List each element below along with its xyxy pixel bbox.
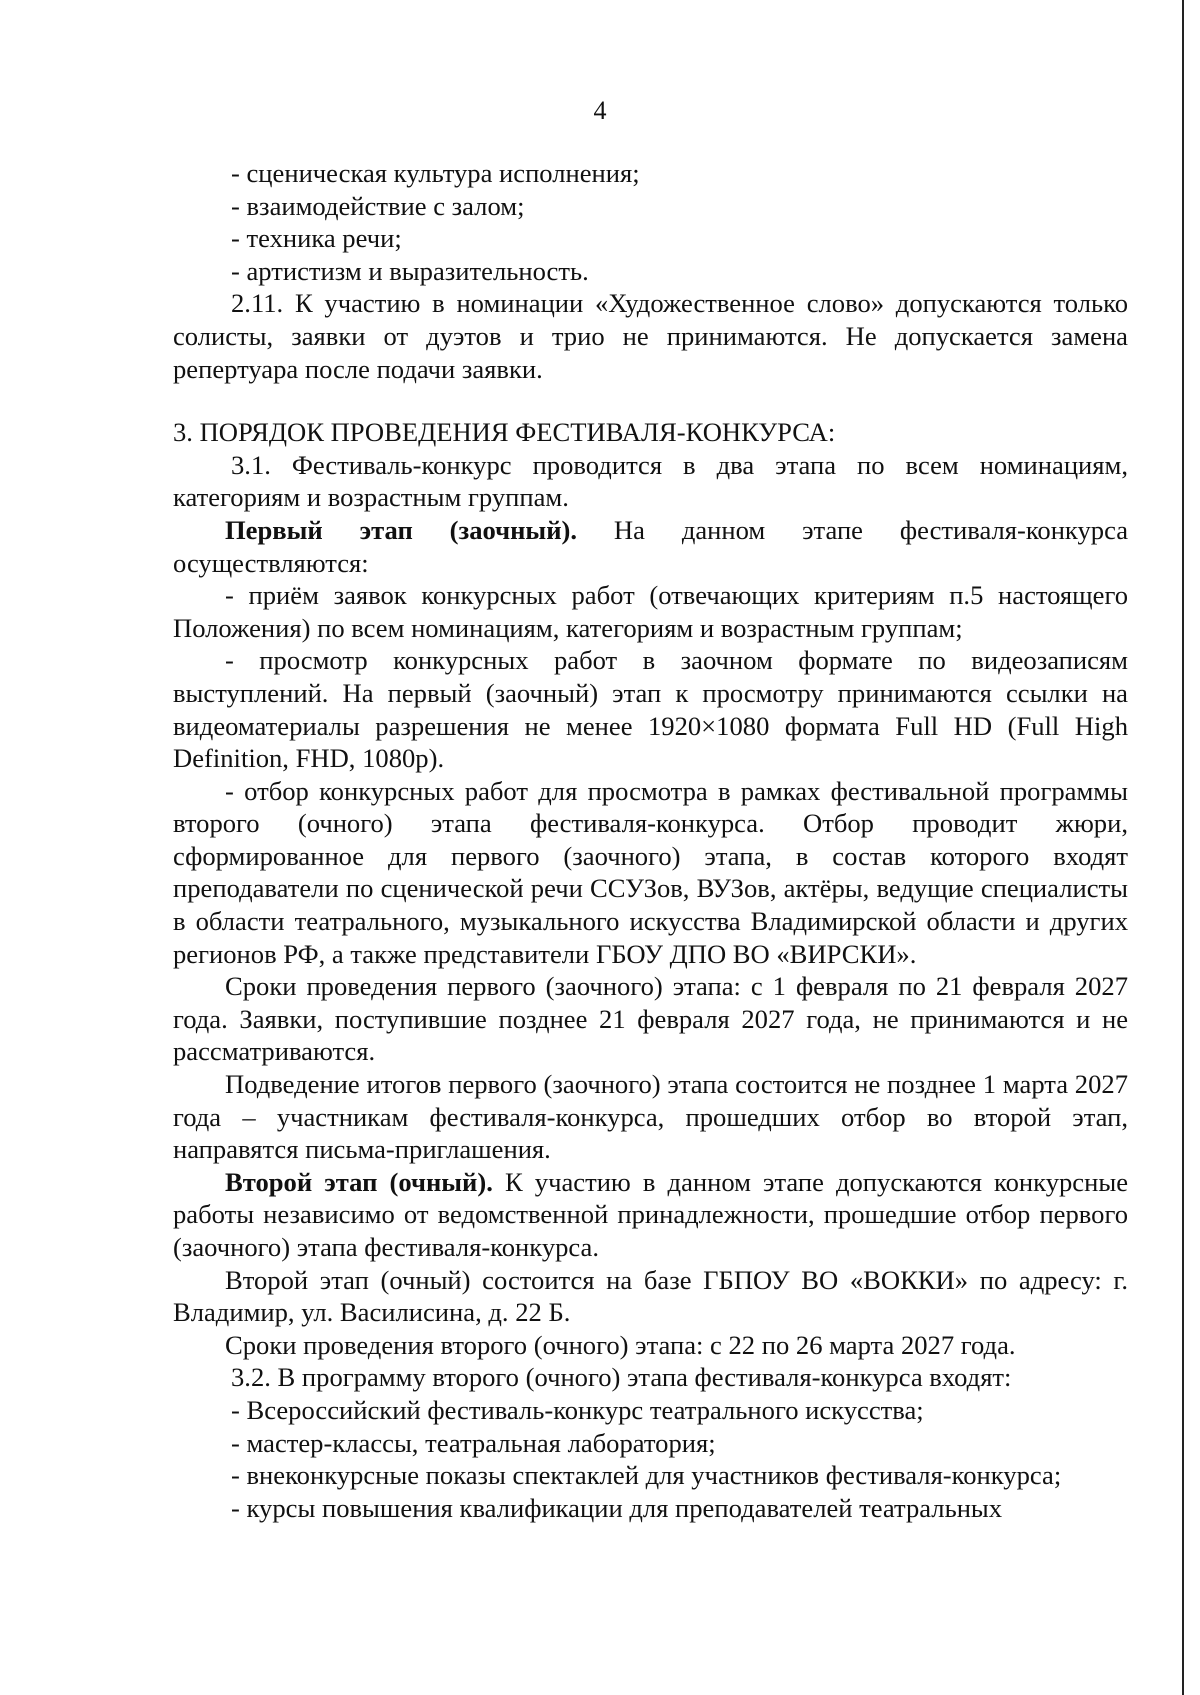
program-item: - курсы повышения квалификации для преподавателей театральных bbox=[231, 1492, 1003, 1523]
document-body bbox=[173, 157, 1128, 1524]
program-item: - мастер-классы, театральная лаборатория; bbox=[231, 1427, 716, 1458]
stage-1-item: - просмотр конкурсных работ в заочном формате по видеозаписям выступлений. На первый (заочный) этап к просмотру принимаются ссылки на видеоматериалы разрешения не менее 1920×1080 формата Full HD (Full High Definition, FHD, 1080p). bbox=[173, 645, 1128, 774]
clause-3-1: 3.1. Фестиваль-конкурс проводится в два этапа по всем номинациям, категориям и возрастным группам. bbox=[173, 449, 1128, 513]
section-3-heading: 3. ПОРЯДОК ПРОВЕДЕНИЯ ФЕСТИВАЛЯ-КОНКУРСА: bbox=[173, 417, 836, 448]
stage-1-intro: На данном этапе фестиваля-конкурса осуществляются: bbox=[173, 514, 1129, 578]
criterion-item: - взаимодействие с залом; bbox=[231, 190, 525, 221]
stage-2-venue: Второй этап (очный) состоится на базе ГБПОУ ВО «ВОККИ» по адресу: г. Владимир, ул. Василисина, д. 22 Б. bbox=[173, 1264, 1128, 1328]
stage-1-paragraph bbox=[173, 514, 1128, 579]
page-number: 4 bbox=[593, 96, 607, 125]
criterion-item: - сценическая культура исполнения; bbox=[231, 158, 640, 188]
stage-2-title: Второй этап (очный). bbox=[225, 1166, 493, 1197]
stage-1-item: - отбор конкурсных работ для просмотра в рамках фестивальной программы второго (очного) этапа фестиваля-конкурса. Отбор проводит жюри, сформированное для первого (заочного) этапа, в состав которого входят преподаватели по сценической речи ССУЗов, ВУЗов, актёры, ведущие специалисты в области театрального, музыкального искусства Владимирской области и других регионов РФ, а также представители ГБОУ ДПО ВО «ВИРСКИ». bbox=[173, 775, 1128, 969]
stage-2-paragraph bbox=[173, 1166, 1128, 1264]
clause-2-11: 2.11. К участию в номинации «Художественное слово» допускаются только солисты, заявки от дуэтов и трио не принимаются. Не допускается замена репертуара после подачи заявки. bbox=[173, 288, 1128, 384]
stage-2-intro: К участию в данном этапе допускаются конкурсные работы независимо от ведомственной принадлежности, прошедшие отбор первого (заочного) этапа фестиваля-конкурса. bbox=[173, 1166, 1128, 1262]
stage-2-dates: Сроки проведения второго (очного) этапа: с 22 по 26 марта 2027 года. bbox=[225, 1329, 1016, 1360]
stage-1-results: Подведение итогов первого (заочного) этапа состоится не позднее 1 марта 2027 года – участникам фестиваля-конкурса, прошедших отбор во второй этап, направятся письма-приглашения. bbox=[173, 1069, 1128, 1165]
program-item: - Всероссийский фестиваль-конкурс театрального искусства; bbox=[231, 1394, 924, 1425]
stage-1-dates: Сроки проведения первого (заочного) этапа: с 1 февраля по 21 февраля 2027 года. Заявки, поступившие позднее 21 февраля 2027 года, не принимаются и не рассматриваются. bbox=[173, 971, 1128, 1067]
stage-1-item: - приём заявок конкурсных работ (отвечающих критериям п.5 настоящего Положения) по всем номинациям, категориям и возрастным группам; bbox=[173, 580, 1128, 643]
stage-1-title: Первый этап (заочный). bbox=[225, 514, 578, 545]
page-edge-line bbox=[1182, 0, 1184, 1695]
clause-3-2-intro: 3.2. В программу второго (очного) этапа фестиваля-конкурса входят: bbox=[231, 1362, 1012, 1393]
criterion-item: - артистизм и выразительность. bbox=[231, 255, 589, 286]
criterion-item: - техника речи; bbox=[231, 223, 402, 254]
program-item: - внеконкурсные показы спектаклей для участников фестиваля-конкурса; bbox=[231, 1460, 1062, 1491]
